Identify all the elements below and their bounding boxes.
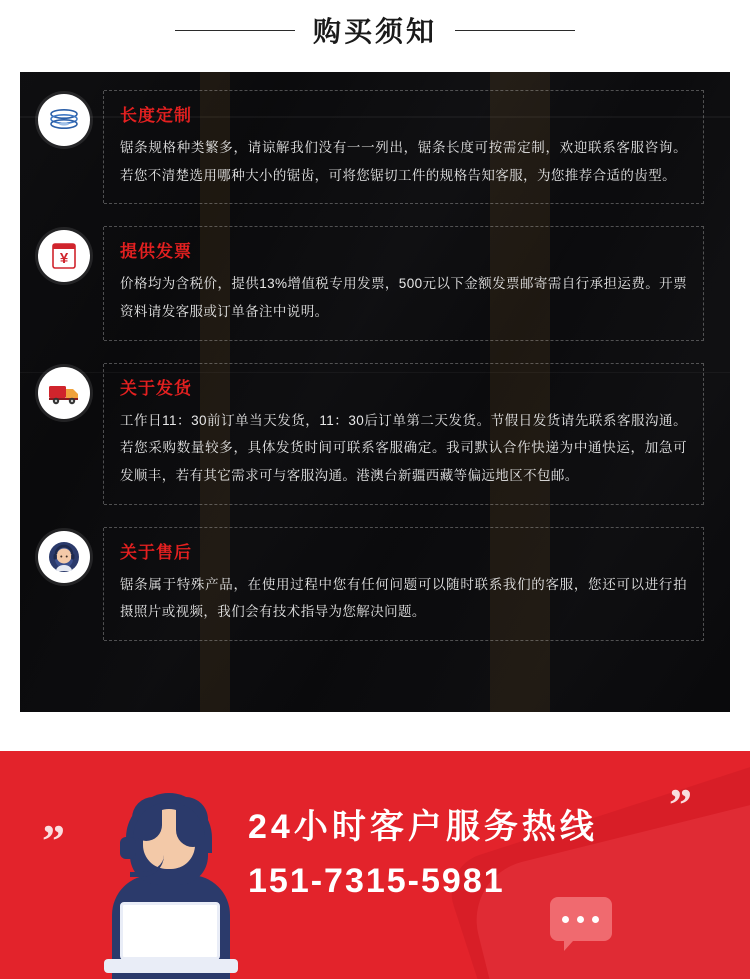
- notice-item-body: [104, 527, 704, 641]
- hotline-label: 24小时客户服务热线: [248, 808, 598, 846]
- chat-bubble-icon: [550, 897, 612, 941]
- notice-panel: [20, 72, 730, 712]
- notice-item-title: 提供发票: [120, 242, 192, 262]
- notice-item: [20, 527, 730, 641]
- notice-item: [20, 363, 730, 505]
- quote-mark-right: ”: [669, 779, 692, 830]
- hotline-number[interactable]: 151-7315-5981: [248, 862, 505, 900]
- quote-mark-left: ”: [42, 815, 65, 866]
- page-title: 购买须知: [312, 16, 437, 47]
- notice-item-body: [104, 226, 704, 340]
- notice-item: [20, 90, 730, 204]
- chat-dot: [562, 916, 569, 923]
- invoice-rmb-icon: [38, 230, 90, 282]
- notice-item-text: 锯条属于特殊产品，在使用过程中您有任何问题可以随时联系我们的客服，您还可以进行拍摄照片或视频，我们会有技术指导为您解决问题。: [120, 576, 687, 620]
- svg-text:¥: ¥: [59, 250, 69, 268]
- notice-item-title: 长度定制: [120, 106, 192, 125]
- header-rule-left: [175, 30, 295, 31]
- hotline-text-block: [248, 799, 598, 901]
- operator-laptop-base: [104, 959, 238, 973]
- operator-laptop-screen: [120, 902, 220, 960]
- notice-item-text: 价格均为含税价，提供13%增值税专用发票，500元以下金额发票邮寄需自行承担运费。开票资料请发客服或订单备注中说明。: [120, 276, 687, 320]
- notice-list: [20, 72, 730, 641]
- delivery-truck-icon: [38, 367, 90, 419]
- customer-service-agent-icon: [38, 531, 90, 583]
- saw-blade-coil-icon: [38, 94, 90, 146]
- chat-dot: [577, 916, 584, 923]
- notice-item: [20, 226, 730, 340]
- headset-operator-icon: [96, 789, 246, 979]
- chat-dot: [592, 916, 599, 923]
- notice-item-title: 关于售后: [120, 542, 192, 562]
- notice-item-text: 工作日11：30前订单当天发货，11：30后订单第二天发货。节假日发货请先联系客服沟通。若您采购数量较多，具体发货时间可联系客服确定。我司默认合作快递为中通快运，加急可发顺丰，若有其它需求可与客服沟通。港澳台新疆西藏等偏远地区不包邮。: [120, 412, 687, 484]
- header-rule-right: [455, 30, 575, 31]
- page-header: [0, 0, 750, 60]
- notice-item-body: [104, 90, 704, 204]
- hotline-banner: [0, 751, 750, 979]
- notice-item-title: 关于发货: [120, 378, 192, 398]
- notice-item-text: 锯条规格种类繁多，请谅解我们没有一一列出，锯条长度可按需定制，欢迎联系客服咨询。若您不清楚选用哪种大小的锯齿，可将您锯切工件的规格告知客服，为您推荐合适的齿型。: [120, 140, 687, 183]
- notice-item-body: [104, 363, 704, 505]
